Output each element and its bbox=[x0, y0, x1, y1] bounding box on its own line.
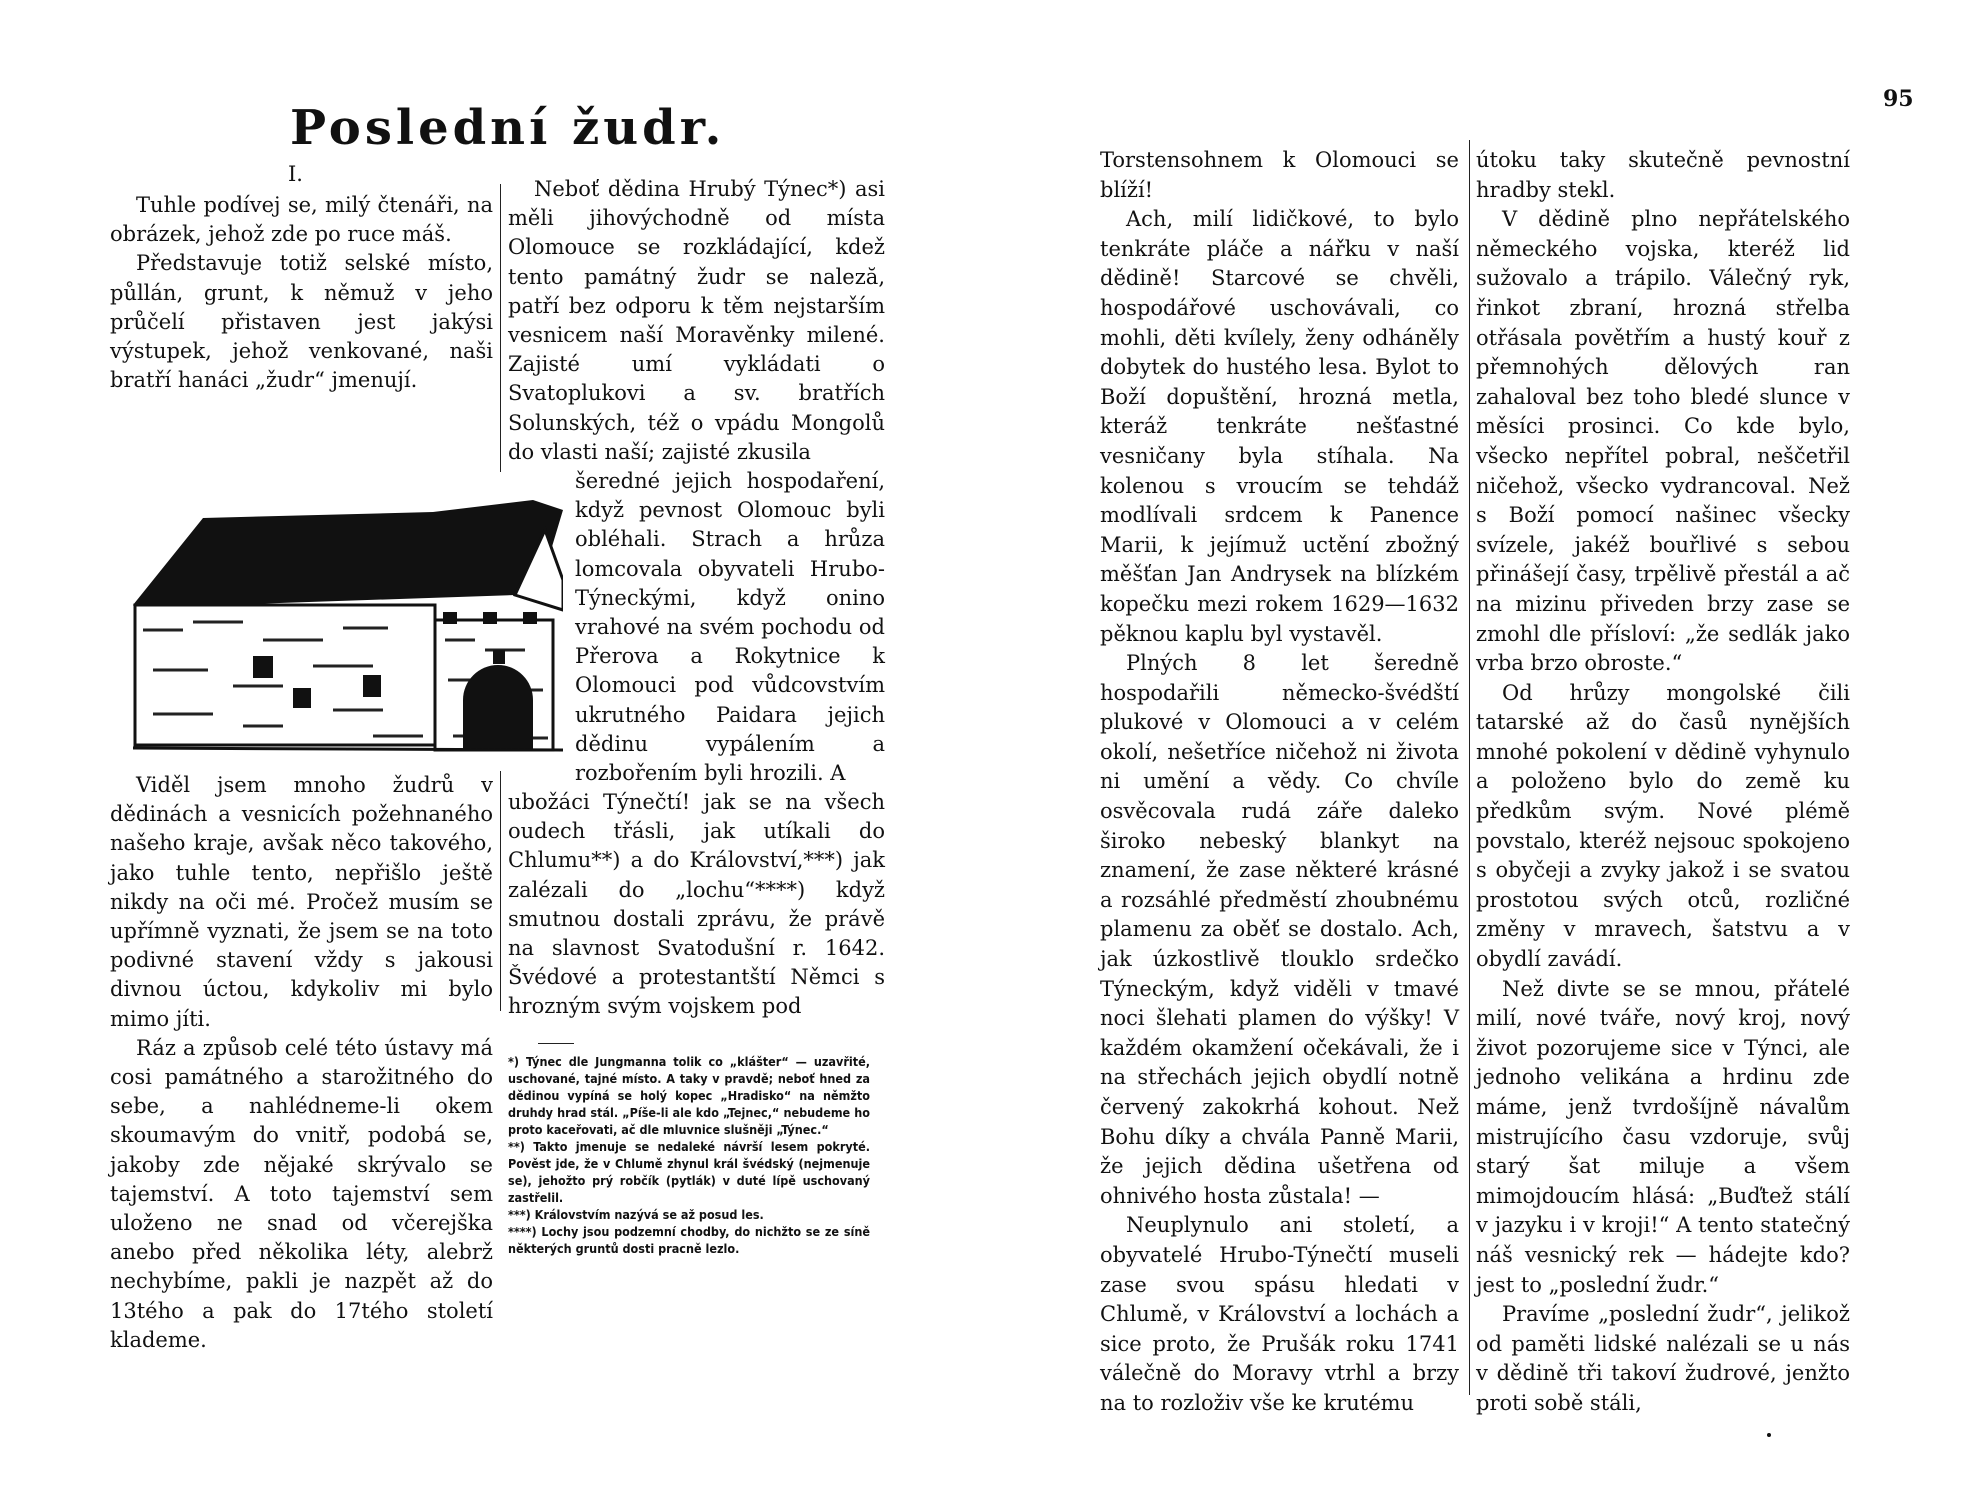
zudr-farmhouse-illustration bbox=[133, 500, 563, 756]
paragraph: Představuje totiž selské místo, půllán, grunt, k němuž v jeho průčelí přistaven jest jakýsi výstupek, jehož venkované, naši bratří hanáci „žudr“ jmenují. bbox=[110, 251, 493, 393]
paragraph: útoku taky skutečně pevnostní hradby stekl. bbox=[1476, 148, 1850, 202]
left-col1-bottom bbox=[110, 771, 493, 1355]
paragraph: Pravíme „poslední žudr“, jelikož od paměti lidské nalézali se u nás v dědině tři takoví žudrové, jenžto proti sobě stáli, bbox=[1476, 1302, 1850, 1415]
paragraph: Ráz a způsob celé této ústavy má cosi památného a starožitného do sebe, a nahlédneme-li okem skoumavým do vnitř, podobá se, jakoby zde nějaké skrývalo se tajemství. A toto tajemství sem uloženo ne snad od včerejška anebo před několika léty, alebrž nechybíme, pakli je nazpět až do 13tého a pak do 17tého století klademe. bbox=[110, 1035, 493, 1352]
paragraph: Plných 8 let šeredně hospodařili německo-švédští plukové v Olomouci a v celém okolí, nešetříce ničehož ni života ni umění a vědy. Co chvíle osvěcovala rudá záře daleko široko nebeský blankyt na znamení, že zase některé krásné a rozsáhlé předměstí zhoubnému plamenu za oběť se dostalo. Ach, jak úzkostlivě tlouklo srdečko Týneckým, když viděli v tmavé noci šlehati plamen do výšky! V každém okamžení očekávali, že i na střechách jejich obydlí notně červený zakokrhá kohout. Než Bohu díky a chvála Panně Marii, že jejich dědina ušetřena od ohnivého hosta zůstala! — bbox=[1100, 651, 1459, 1208]
right-col2 bbox=[1476, 146, 1850, 1419]
paragraph: Než divte se se mnou, přátelé milí, nové tváře, nový kroj, nový život pozorujeme sice v Týnci, ale jednoho velikána a hrdinu zde máme, jenž tvrdošíjně návalům mistrujícího času vzdoruje, svůj starý šat miluje a všem mimojdoucím hlásá: „Buďtež stálí v jazyku i v kroji!“ A tento statečný náš vesnický rek — hádejte kdo? jest to „poslední žudr.“ bbox=[1476, 976, 1850, 1297]
farmhouse-roof bbox=[133, 500, 563, 610]
paragraph: ubožáci Týnečtí! jak se na všech oudech třásli, jak utíkali do Chlumu**) a do Království,***) jak zalézali do „lochu“****) když smutnou dostali zprávu, že právě na slavnost Svatodušní r. 1642. Švédové a protestantští Němci s hrozným svým vojskem pod bbox=[508, 790, 885, 1019]
column-rule bbox=[500, 771, 501, 1011]
paragraph: Neuplynulo ani století, a obyvatelé Hrubo-Týnečtí museli zase svou spásu hledati v Chlumě, v Království a lochách a sice proto, že Prušák roku 1741 válečně do Moravy vtrhl a brzy na to rozloživ vše ke krutému bbox=[1100, 1213, 1459, 1415]
footnote: *) Týnec dle Jungmanna tolik co „klášter“ — uzavřité, uschované, tajné místo. A taky v pravdě; neboť hned za dědinou vypíná se holý kopec „Hradisko“ na němžto druhdy hrad stál. „Píše-li ale kdo „Tejnec,“ nebudeme ho proto kaceřovati, ač dle mluvnice slušněji „Týnec.“ bbox=[508, 1054, 870, 1137]
left-col2-bottom bbox=[508, 788, 885, 1022]
paragraph: Viděl jsem mnoho žudrů v dědinách a vesnicích požehnaného našeho kraje, avšak něco takového, jako tuhle tento, nepřišlo ještě nikdy na oči mé. Pročež musím se upřímně vyznati, že jsem se na toto podivné stavení vždy s jakousi divnou úctou, kdykoliv mi bylo mimo jíti. bbox=[110, 773, 493, 1031]
paragraph: Od hrůzy mongolské čili tatarské až do časů nynějších mnohé pokolení v dědině vyhynulo a položeno bylo do země ku předkům svým. Nové plémě povstalo, kteréž nejsouc spokojeno s obyčeji a zvyky jakož i se svatou prostotou svých otců, rozličné změny v mravech, šatstvu a v obydlí zavádí. bbox=[1476, 680, 1850, 972]
paragraph: Neboť dědina Hrubý Týnec*) asi měli jihovýchodně od místa Olomouce se rozkládající, kdež tento památný žudr se naleză, patří bez odporu k těm nejstarším vesnicem naší Moravěnky milené. Zajisté umí vykládati o Svatoplukovi a sv. bratřích Solunských, též o vpádu Mongolů do vlasti naší; zajisté zkusila bbox=[508, 177, 885, 464]
print-mark bbox=[1767, 1433, 1771, 1437]
left-col2-mid bbox=[575, 467, 885, 788]
footnote: **) Takto jmenuje se nedaleké návrší lesem pokryté. Pověst jde, že v Chlumě zhynul král švédský (nejmenuje se), jehožto prý robčík (pytlák) v duté lípě uschovaný zastřelil. bbox=[508, 1139, 870, 1205]
paragraph: V dědině plno nepřátelského německého vojska, kteréž lid sužovalo a trápilo. Válečný ryk, řinkot zbraní, hrozná střelba otřásala povětřím a hustý kouř z přemnohých dělových ran zahaloval bez toho bledé slunce v měsíci prosinci. Co kde bylo, všecko nepřítel pobral, neščetřil ničehož, všecko vydrancoval. Než s Boží pomocí našinec všecky svízele, jakéž bouřlivé s sebou přinášejí časy, trpělivě přestál a ač na mizinu přiveden brzy zase se zmohl dle přísloví: „že sedlák jako vrba brzo obroste.“ bbox=[1476, 207, 1850, 676]
right-page bbox=[981, 0, 1962, 1500]
footnote-rule bbox=[538, 1043, 574, 1044]
left-col2-top bbox=[508, 175, 885, 467]
section-number: I. bbox=[288, 162, 303, 186]
footnotes bbox=[508, 1053, 870, 1257]
paragraph: Tuhle podívej se, milý čtenáři, na obrázek, jehož zde po ruce máš. bbox=[110, 193, 493, 247]
paragraph: šeredné jejich hospodaření, když pevnost Olomouc byli obléhali. Strach a hrůza lomcovala obyvateli Hrubo-Týneckými, když onino vrahové na svém pochodu od Přerova a Rokytnice k Olomouci pod vůdcovstvím ukrutného Paidara jejich dědinu vypálením a rozbořením byli hrozili. A bbox=[575, 469, 885, 786]
column-rule bbox=[500, 184, 501, 472]
farmhouse-wall bbox=[135, 605, 435, 745]
footnote: ***) Královstvím nazývá se až posud les. bbox=[508, 1207, 764, 1222]
page-number: 95 bbox=[1883, 86, 1914, 112]
zudr-porch bbox=[435, 612, 553, 750]
right-col1 bbox=[1100, 146, 1459, 1419]
paragraph: Ach, milí lidičkové, to bylo tenkráte pláče a nářku v naší dědině! Starcové se chvěli, hospodářové uschovávali, co mohli, děti kvílely, ženy odháněly dobytek do hustého lesa. Bylot to Boží dopuštění, hrozná metla, kteráž tenkráte nešťastné vesničany byla stíhala. Na kolenou s vroucím se tehdáž modlívali srdcem k Panence Marii, k jejímuž uctění zbožný měšťan Jan Andrysek na blízkém kopečku mezi rokem 1629—1632 pěknou kaplu byl vystavěl. bbox=[1100, 207, 1459, 646]
paragraph: Torstensohnem k Olomouci se blíží! bbox=[1100, 148, 1459, 202]
left-col1-top bbox=[110, 191, 493, 395]
footnote: ****) Lochy jsou podzemní chodby, do nichžto se ze síně některých gruntů dosti pracně lezlo. bbox=[508, 1224, 870, 1256]
article-title: Poslední žudr. bbox=[290, 100, 726, 156]
column-rule bbox=[1469, 140, 1470, 1395]
